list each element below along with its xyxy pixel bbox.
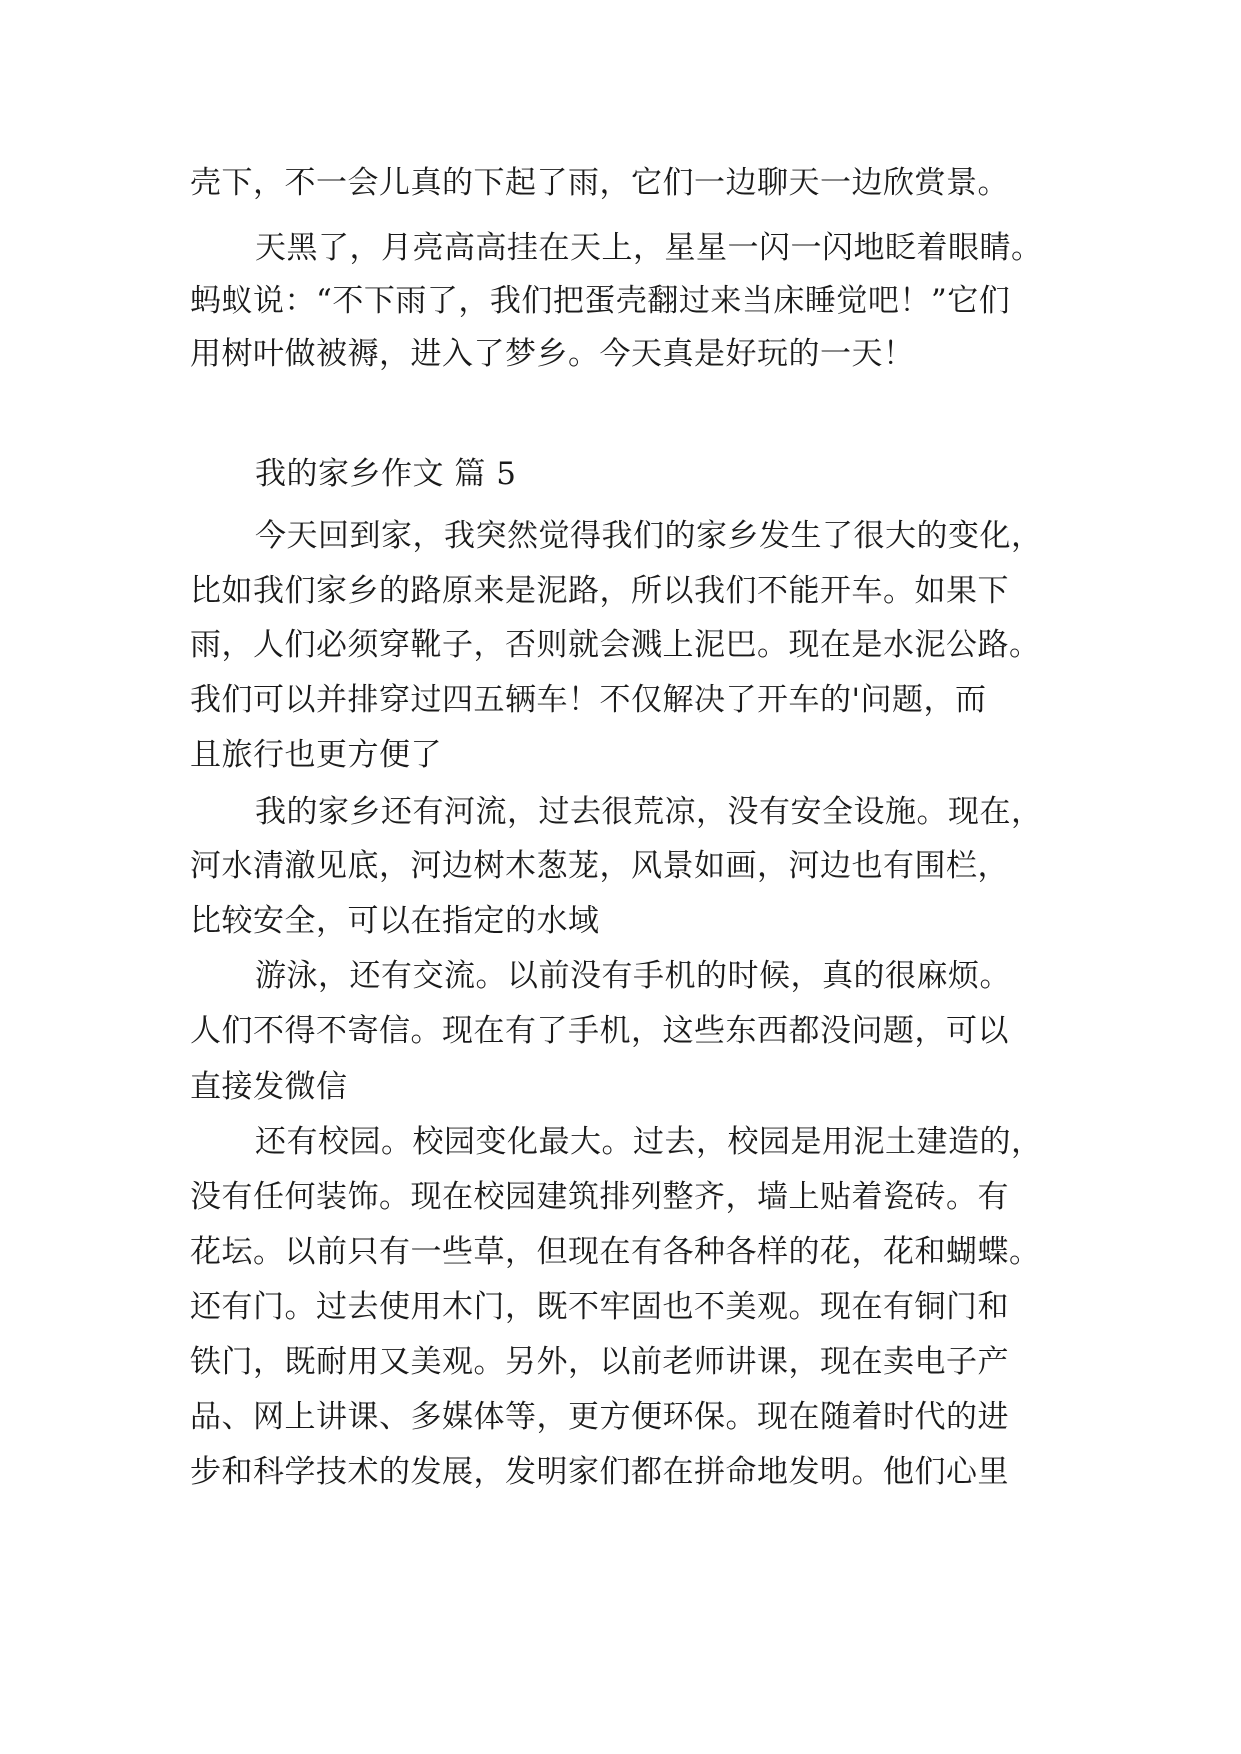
- text-line: 没有任何装饰。现在校园建筑排列整齐，墙上贴着瓷砖。有: [190, 1179, 1009, 1215]
- text-line: 河水清澈见底，河边树木葱茏，风景如画，河边也有围栏，: [190, 848, 1009, 884]
- text-line: 我的家乡还有河流，过去很荒凉，没有安全设施。现在，: [255, 794, 1043, 830]
- text-line: 人们不得不寄信。现在有了手机，这些东西都没问题，可以: [190, 1013, 1009, 1049]
- section-heading: 我的家乡作文 篇 5: [255, 456, 517, 492]
- text-line: 还有门。过去使用木门，既不牢固也不美观。现在有铜门和: [190, 1289, 1009, 1325]
- text-line: 比较安全，可以在指定的水域: [190, 903, 600, 939]
- text-line: 今天回到家，我突然觉得我们的家乡发生了很大的变化，: [255, 518, 1043, 554]
- text-line: 花坛。以前只有一些草，但现在有各种各样的花，花和蝴蝶。: [190, 1234, 1041, 1270]
- text-line: 还有校园。校园变化最大。过去，校园是用泥土建造的，: [255, 1124, 1043, 1160]
- text-line: 用树叶做被褥，进入了梦乡。今天真是好玩的一天！: [190, 336, 915, 372]
- text-line: 蚂蚁说：“不下雨了，我们把蛋壳翻过来当床睡觉吧！”它们: [190, 283, 1011, 319]
- text-line: 且旅行也更方便了: [190, 737, 442, 773]
- text-line: 铁门，既耐用又美观。另外，以前老师讲课，现在卖电子产: [190, 1344, 1009, 1380]
- text-line: 雨，人们必须穿靴子，否则就会溅上泥巴。现在是水泥公路。: [190, 627, 1041, 663]
- text-line: 比如我们家乡的路原来是泥路，所以我们不能开车。如果下: [190, 573, 1009, 609]
- text-line: 直接发微信: [190, 1069, 348, 1105]
- text-line: 品、网上讲课、多媒体等，更方便环保。现在随着时代的进: [190, 1399, 1009, 1435]
- text-line: 天黑了，月亮高高挂在天上，星星一闪一闪地眨着眼睛。: [255, 230, 1043, 266]
- text-line: 步和科学技术的发展，发明家们都在拼命地发明。他们心里: [190, 1454, 1009, 1490]
- text-line: 游泳，还有交流。以前没有手机的时候，真的很麻烦。: [255, 958, 1011, 994]
- text-line: 我们可以并排穿过四五辆车！不仅解决了开车的'问题，而: [190, 682, 987, 718]
- text-line: 壳下，不一会儿真的下起了雨，它们一边聊天一边欣赏景。: [190, 165, 1009, 201]
